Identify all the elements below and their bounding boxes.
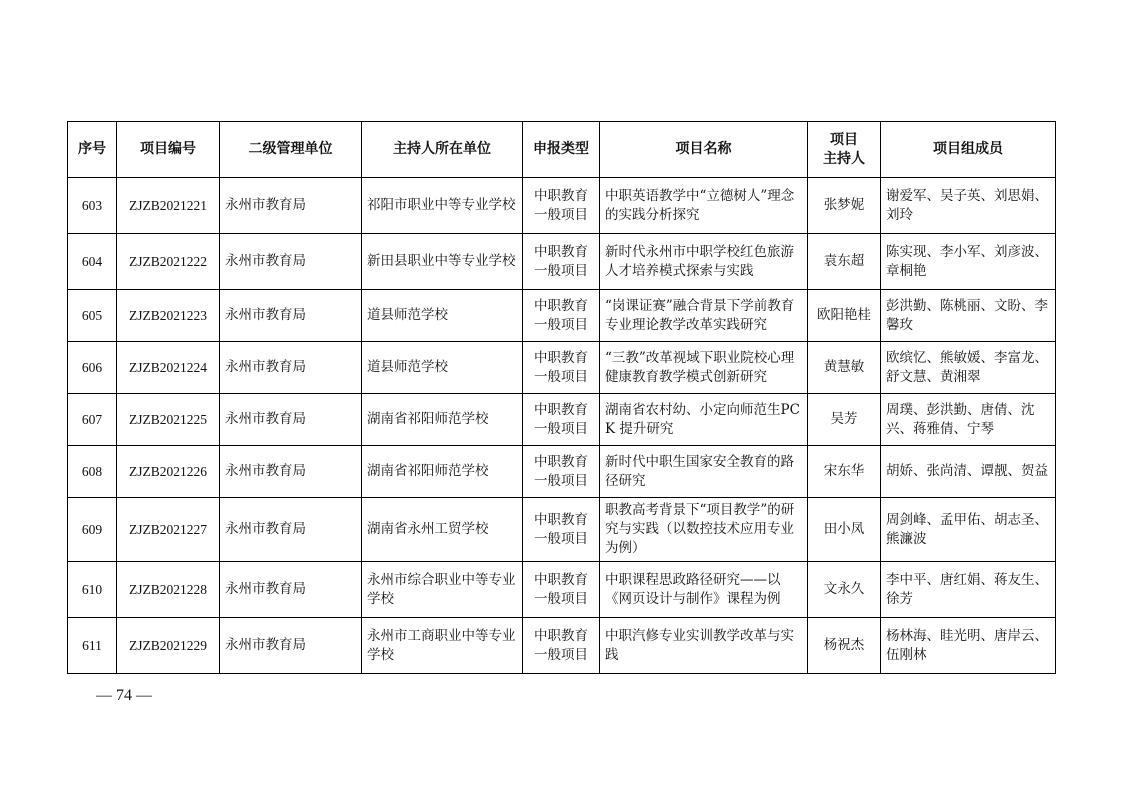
header-type: 申报类型: [523, 122, 600, 178]
cell-code: ZJZB2021222: [117, 234, 220, 290]
cell-host: 田小凤: [808, 498, 881, 562]
cell-seq: 606: [68, 342, 117, 394]
cell-members: 胡娇、张尚清、谭靓、贺益: [881, 446, 1056, 498]
header-members: 项目组成员: [881, 122, 1056, 178]
cell-unit: 永州市教育局: [220, 342, 362, 394]
cell-unit: 永州市教育局: [220, 394, 362, 446]
cell-type: 中职教育一般项目: [523, 498, 600, 562]
cell-type: 中职教育一般项目: [523, 446, 600, 498]
cell-code: ZJZB2021223: [117, 290, 220, 342]
cell-members: 彭洪勤、陈桃丽、文盼、李馨玫: [881, 290, 1056, 342]
cell-unit: 永州市教育局: [220, 290, 362, 342]
cell-code: ZJZB2021227: [117, 498, 220, 562]
cell-name: 中职汽修专业实训教学改革与实践: [600, 618, 808, 674]
cell-seq: 611: [68, 618, 117, 674]
cell-members: 周璞、彭洪勤、唐倩、沈兴、蒋雅倩、宁琴: [881, 394, 1056, 446]
cell-seq: 605: [68, 290, 117, 342]
cell-name: 中职课程思政路径研究——以《网页设计与制作》课程为例: [600, 562, 808, 618]
cell-unit: 永州市教育局: [220, 498, 362, 562]
cell-code: ZJZB2021224: [117, 342, 220, 394]
cell-host-unit: 祁阳市职业中等专业学校: [362, 178, 523, 234]
cell-name: 职教高考背景下“项目教学”的研究与实践（以数控技术应用专业为例）: [600, 498, 808, 562]
cell-unit: 永州市教育局: [220, 446, 362, 498]
header-seq: 序号: [68, 122, 117, 178]
cell-type: 中职教育一般项目: [523, 618, 600, 674]
cell-members: 杨林海、眭光明、唐岸云、伍刚林: [881, 618, 1056, 674]
cell-host: 杨祝杰: [808, 618, 881, 674]
cell-name: 新时代中职生国家安全教育的路径研究: [600, 446, 808, 498]
cell-unit: 永州市教育局: [220, 178, 362, 234]
cell-host: 宋东华: [808, 446, 881, 498]
header-host-line1: 项目: [830, 131, 858, 148]
cell-seq: 610: [68, 562, 117, 618]
cell-host: 欧阳艳桂: [808, 290, 881, 342]
cell-code: ZJZB2021226: [117, 446, 220, 498]
cell-unit: 永州市教育局: [220, 618, 362, 674]
cell-seq: 608: [68, 446, 117, 498]
cell-type: 中职教育一般项目: [523, 562, 600, 618]
cell-host-unit: 湖南省祁阳师范学校: [362, 394, 523, 446]
header-code: 项目编号: [117, 122, 220, 178]
cell-type: 中职教育一般项目: [523, 290, 600, 342]
cell-type: 中职教育一般项目: [523, 178, 600, 234]
cell-type: 中职教育一般项目: [523, 234, 600, 290]
cell-unit: 永州市教育局: [220, 234, 362, 290]
table-row: [68, 342, 1056, 394]
table-row: [68, 178, 1056, 234]
cell-name: 湖南省农村幼、小定向师范生PCK 提升研究: [600, 394, 808, 446]
cell-host-unit: 新田县职业中等专业学校: [362, 234, 523, 290]
cell-members: 周剑峰、孟甲佑、胡志圣、熊濂波: [881, 498, 1056, 562]
cell-host-unit: 道县师范学校: [362, 342, 523, 394]
table-row: [68, 290, 1056, 342]
header-row: [68, 122, 1056, 178]
cell-name: “三教”改革视域下职业院校心理健康教育教学模式创新研究: [600, 342, 808, 394]
cell-name: 中职英语教学中“立德树人”理念的实践分析探究: [600, 178, 808, 234]
table-row: [68, 234, 1056, 290]
cell-members: 谢爱军、吴子英、刘思娟、刘玲: [881, 178, 1056, 234]
cell-host-unit: 永州市工商职业中等专业学校: [362, 618, 523, 674]
cell-type: 中职教育一般项目: [523, 394, 600, 446]
cell-code: ZJZB2021221: [117, 178, 220, 234]
cell-seq: 604: [68, 234, 117, 290]
cell-seq: 603: [68, 178, 117, 234]
cell-code: ZJZB2021229: [117, 618, 220, 674]
cell-host: 文永久: [808, 562, 881, 618]
header-host-unit: 主持人所在单位: [362, 122, 523, 178]
header-host: [808, 122, 881, 178]
cell-type: 中职教育一般项目: [523, 342, 600, 394]
cell-host-unit: 湖南省祁阳师范学校: [362, 446, 523, 498]
table-row: [68, 618, 1056, 674]
cell-host-unit: 湖南省永州工贸学校: [362, 498, 523, 562]
cell-host: 吴芳: [808, 394, 881, 446]
table-row: [68, 446, 1056, 498]
cell-name: “岗课证赛”融合背景下学前教育专业理论教学改革实践研究: [600, 290, 808, 342]
cell-host: 张梦妮: [808, 178, 881, 234]
cell-members: 李中平、唐红娟、蒋友生、徐芳: [881, 562, 1056, 618]
cell-code: ZJZB2021228: [117, 562, 220, 618]
cell-host-unit: 永州市综合职业中等专业学校: [362, 562, 523, 618]
cell-code: ZJZB2021225: [117, 394, 220, 446]
table-row: [68, 562, 1056, 618]
cell-members: 陈实现、李小军、刘彦波、章桐艳: [881, 234, 1056, 290]
header-host-line2: 主持人: [823, 150, 865, 167]
cell-host: 袁东超: [808, 234, 881, 290]
cell-name: 新时代永州市中职学校红色旅游人才培养模式探索与实践: [600, 234, 808, 290]
header-name: 项目名称: [600, 122, 808, 178]
table-row: [68, 498, 1056, 562]
table-row: [68, 394, 1056, 446]
cell-host-unit: 道县师范学校: [362, 290, 523, 342]
project-table: [67, 121, 1056, 674]
cell-host: 黄慧敏: [808, 342, 881, 394]
cell-members: 欧缤忆、熊敏媛、李富龙、舒文慧、黄湘翠: [881, 342, 1056, 394]
cell-seq: 609: [68, 498, 117, 562]
cell-seq: 607: [68, 394, 117, 446]
header-unit: 二级管理单位: [220, 122, 362, 178]
page-number: — 74 —: [96, 687, 152, 704]
cell-unit: 永州市教育局: [220, 562, 362, 618]
